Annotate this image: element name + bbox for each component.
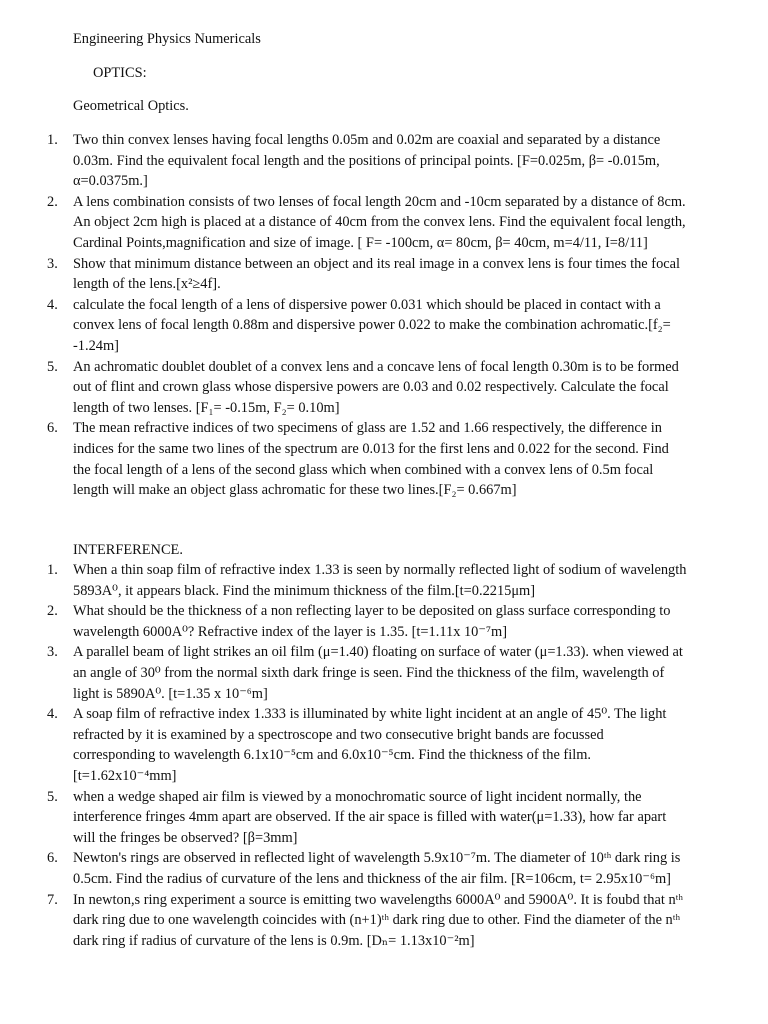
geometrical-optics-problem-list xyxy=(0,130,768,501)
problem-item xyxy=(0,254,768,295)
problem-text: The mean refractive indices of two specimens of glass are 1.52 and 1.66 respectively, the difference in indices for the same two lines of the spectrum are 0.013 for the first lens and 0.022 for the second. Find the focal length of a lens of the second glass which when combined with a convex lens of 0.5m focal length will make an object glass achromatic for these two lines.[F₂= 0.667m] xyxy=(73,420,669,499)
problem-text: A parallel beam of light strikes an oil film (μ=1.40) floating on surface of water (μ=1.33). when viewed at an angle of 30⁰ from the normal sixth dark fringe is seen. Find the thickness of the film, wavelength of light is 5890A⁰. [t=1.35 x 10⁻⁶m] xyxy=(73,644,683,702)
problem-number: 6. xyxy=(47,850,58,867)
problem-text: Two thin convex lenses having focal lengths 0.05m and 0.02m are coaxial and separated by a distance 0.03m. Find the equivalent focal length and the positions of principal points. [F=0.025m, β= -0.015m, α=0.0375m.] xyxy=(73,132,661,190)
problem-item xyxy=(0,418,768,500)
problem-number: 1. xyxy=(47,132,58,148)
problem-number: 3. xyxy=(47,255,58,272)
problem-item xyxy=(0,642,768,704)
problem-text: When a thin soap film of refractive index 1.33 is seen by normally reflected light of sodium of wavelength 5893A⁰, it appears black. Find the minimum thickness of the film.[t=0.2215μm] xyxy=(73,562,687,599)
problem-number: 4. xyxy=(47,296,58,313)
problem-number: 7. xyxy=(47,891,58,908)
problem-item xyxy=(0,295,768,357)
problem-text: An achromatic doublet doublet of a convex lens and a concave lens of focal length 0.30m is to be formed out of flint and crown glass whose dispersive powers are 0.03 and 0.02 respectively. Calculate the focal length of two lenses. [F₁= -0.15m, F₂= 0.10m] xyxy=(73,358,679,416)
problem-item xyxy=(0,357,768,419)
problem-text: Show that minimum distance between an object and its real image in a convex lens is four times the focal length of the lens.[x²≥4f]. xyxy=(73,255,681,293)
problem-number: 3. xyxy=(47,644,58,661)
problem-item xyxy=(0,848,768,889)
problem-number: 1. xyxy=(47,562,58,578)
problem-item xyxy=(0,890,768,952)
problem-text: A lens combination consists of two lenses of focal length 20cm and -10cm separated by a distance of 8cm. An object 2cm high is placed at a distance of 40cm from the convex lens. Find the equivalent focal length, Cardinal Points,magnification and size of image. [ F= -100cm, α= 80cm, β= 40cm, m=4/11, I=8/11] xyxy=(73,193,686,251)
problem-text: What should be the thickness of a non reflecting layer to be deposited on glass surface corresponding to wavelength 6000A⁰? Refractive index of the layer is 1.35. [t=1.11x 10⁻⁷m] xyxy=(73,603,671,640)
section-heading-interference: INTERFERENCE. xyxy=(73,542,183,558)
problem-item xyxy=(0,787,768,849)
problem-item xyxy=(0,560,768,601)
problem-text: calculate the focal length of a lens of dispersive power 0.031 which should be placed in contact with a convex lens of focal length 0.88m and dispersive power 0.022 to make the combination achromatic.[f₂= -1.24m] xyxy=(73,296,671,354)
problem-item xyxy=(0,192,768,254)
problem-number: 5. xyxy=(47,788,58,805)
problem-text: Newton's rings are observed in reflected light of wavelength 5.9x10⁻⁷m. The diameter of 10ᵗʰ dark ring is 0.5cm. Find the radius of curvature of the lens and thickness of the air film. [R=106cm, t= 2.95x10⁻⁶m] xyxy=(73,850,681,887)
document-title: Engineering Physics Numericals xyxy=(73,31,261,47)
subsection-heading-geometrical-optics: Geometrical Optics. xyxy=(73,98,189,114)
problem-number: 4. xyxy=(47,706,58,723)
problem-item xyxy=(0,130,768,192)
problem-item xyxy=(0,601,768,642)
problem-text: A soap film of refractive index 1.333 is illuminated by white light incident at an angle of 45⁰. The light refracted by it is examined by a spectroscope and two consecutive bright bands are focussed corresponding to wavelength 6.1x10⁻⁵cm and 6.0x10⁻⁵cm. Find the thickness of the film. [t=1.62x10⁻⁴mm] xyxy=(73,706,667,784)
problem-text: when a wedge shaped air film is viewed by a monochromatic source of light incident normally, the interference fringes 4mm apart are observed. If the air space is filled with water(μ=1.33), how far apart will the fringes be observed? [β=3mm] xyxy=(73,788,667,846)
problem-number: 5. xyxy=(47,358,58,375)
problem-number: 2. xyxy=(47,603,58,620)
problem-text: In newton,s ring experiment a source is emitting two wavelengths 6000A⁰ and 5900A⁰. It is foubd that nᵗʰ dark ring due to one wavelength coincides with (n+1)ᵗʰ dark ring due to other. Find the diameter of the nᵗʰ dark ring if radius of curvature of the lens is 0.9m. [Dₙ= 1.13x10⁻²m] xyxy=(73,891,684,949)
problem-number: 2. xyxy=(47,193,58,210)
problem-item xyxy=(0,704,768,786)
section-heading-optics: OPTICS: xyxy=(93,65,147,81)
interference-problem-list xyxy=(0,560,768,951)
problem-number: 6. xyxy=(47,420,58,437)
